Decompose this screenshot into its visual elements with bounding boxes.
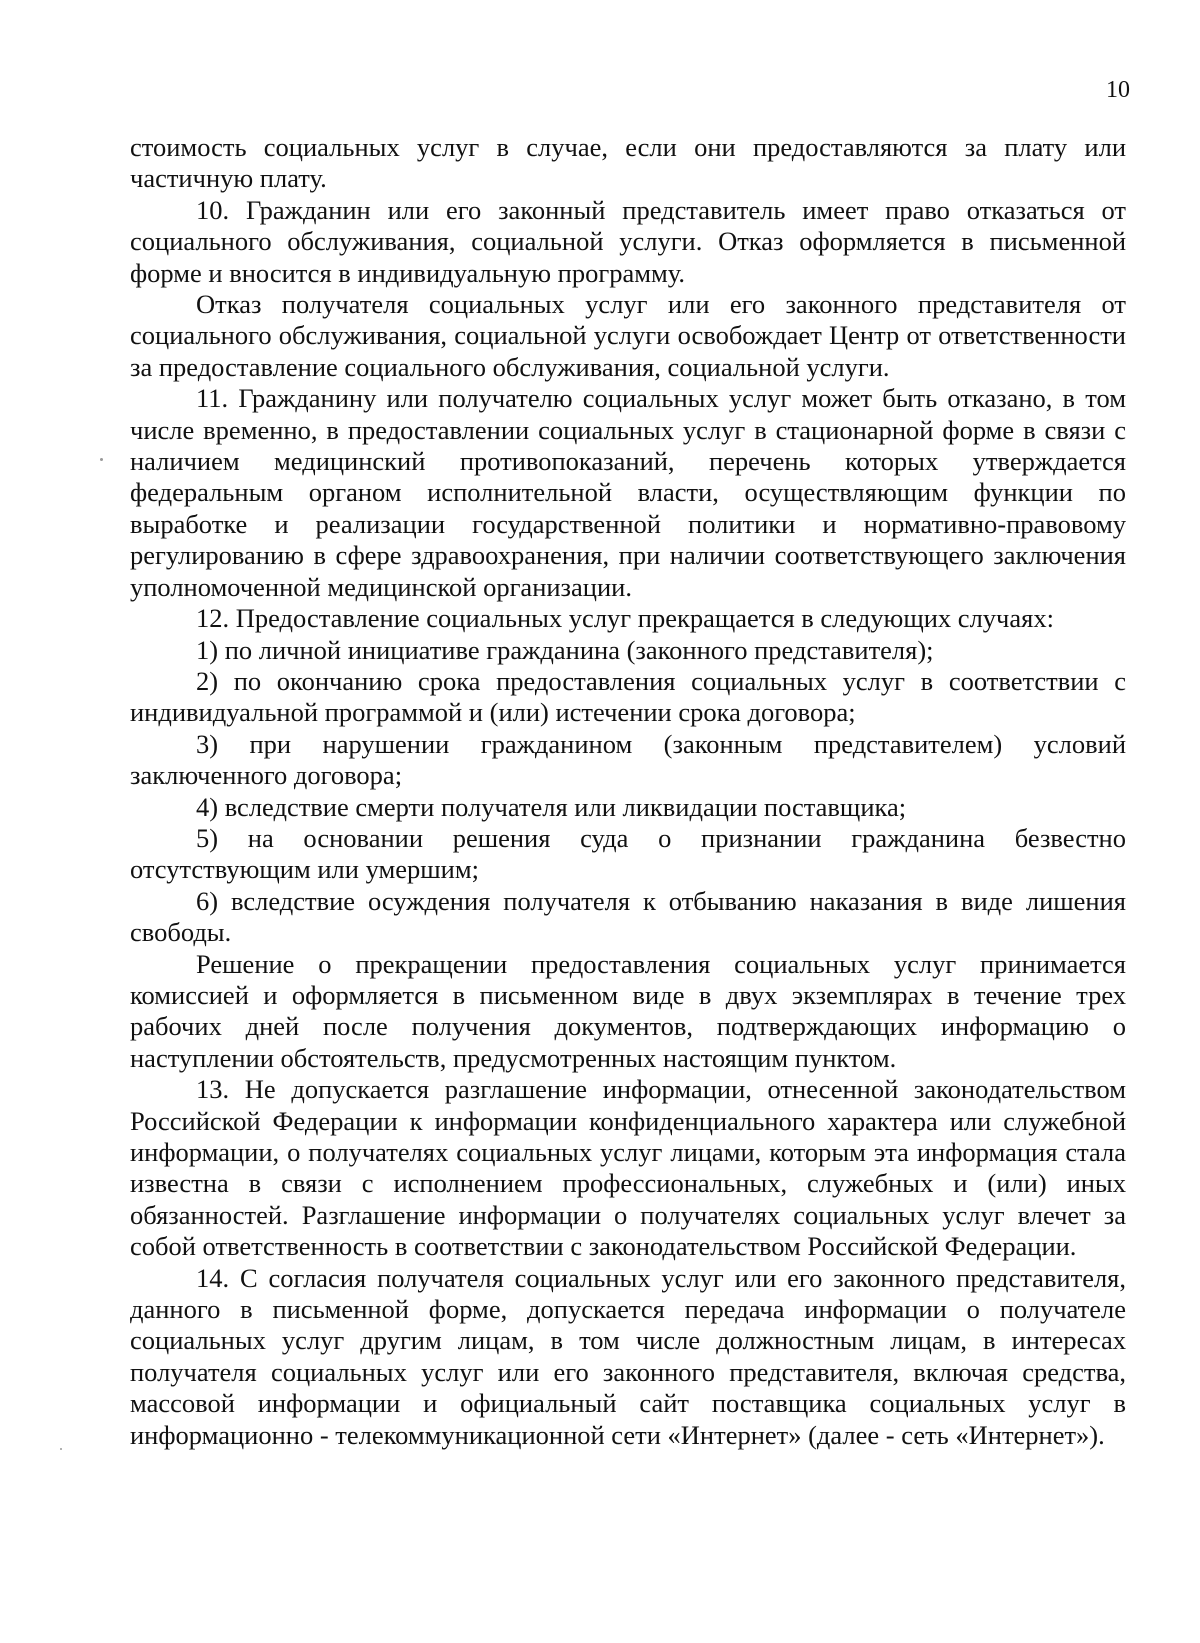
- paragraph-12-termination: 12. Предоставление социальных услуг прекращается в следующих случаях:: [196, 603, 1054, 634]
- page-number: 10: [1106, 77, 1130, 103]
- document-body: [130, 132, 1126, 1451]
- list-item-3: 3) при нарушении гражданином (законным представителем) условий заключенного договора;: [130, 728, 1126, 791]
- paragraph-14-consent: 14. С согласия получателя социальных услуг или его законного представителя, данного в письменной форме, допускается передача информации о получателе социальных услуг другим лицам, в том числе должностным лицам, в интересах получателя социальных услуг или его законного представителя, включая средства, массовой информации и официальный сайт поставщика социальных услуг в информационно - телекоммуникационной сети «Интернет» (далее - сеть «Интернет»).: [130, 1262, 1126, 1450]
- list-item-5: 5) на основании решения суда о признании гражданина безвестно отсутствующим или умершим;: [130, 822, 1126, 885]
- paragraph-termination-decision: Решение о прекращении предоставления социальных услуг принимается комиссией и оформляется в письменном виде в двух экземплярах в течение трех рабочих дней после получения документов, подтверждающих информацию о наступлении обстоятельств, предусмотренных настоящим пунктом.: [130, 948, 1126, 1073]
- paragraph-10-refusal-right: 10. Гражданин или его законный представитель имеет право отказаться от социального обслуживания, социальной услуги. Отказ оформляется в письменной форме и вносится в индивидуальную программу.: [130, 194, 1126, 288]
- paragraph-11-denial: 11. Гражданину или получателю социальных услуг может быть отказано, в том числе временно, в предоставлении социальных услуг в стационарной форме в связи с наличием медицинский противопоказаний, перечень которых утверждается федеральным органом исполнительной власти, осуществляющим функции по выработке и реализации государственной политики и нормативно-правовому регулированию в сфере здравоохранения, при наличии соответствующего заключения уполномоченной медицинской организации.: [130, 383, 1126, 602]
- paragraph-cost-continuation: стоимость социальных услуг в случае, если они предоставляются за плату или частичную плату.: [130, 132, 1126, 194]
- paragraph-13-confidentiality: 13. Не допускается разглашение информации, отнесенной законодательством Российской Федерации к информации конфиденциального характера или служебной информации, о получателях социальных услуг лицами, которым эта информация стала известна в связи с исполнением профессиональных, служебных и (или) иных обязанностей. Разглашение информации о получателях социальных услуг влечет за собой ответственность в соответствии с законодательством Российской Федерации.: [130, 1074, 1126, 1262]
- list-item-1: 1) по личной инициативе гражданина (законного представителя);: [196, 634, 934, 665]
- list-item-4: 4) вследствие смерти получателя или ликвидации поставщика;: [196, 791, 907, 822]
- scan-speck: [100, 458, 103, 461]
- scan-speck: [60, 1448, 62, 1450]
- list-item-2: 2) по окончанию срока предоставления социальных услуг в соответствии с индивидуальной программой и (или) истечении срока договора;: [130, 665, 1126, 728]
- paragraph-refusal-liability: Отказ получателя социальных услуг или его законного представителя от социального обслуживания, социальной услуги освобождает Центр от ответственности за предоставление социального обслуживания, социальной услуги.: [130, 289, 1126, 382]
- list-item-6: 6) вследствие осуждения получателя к отбыванию наказания в виде лишения свободы.: [130, 885, 1126, 948]
